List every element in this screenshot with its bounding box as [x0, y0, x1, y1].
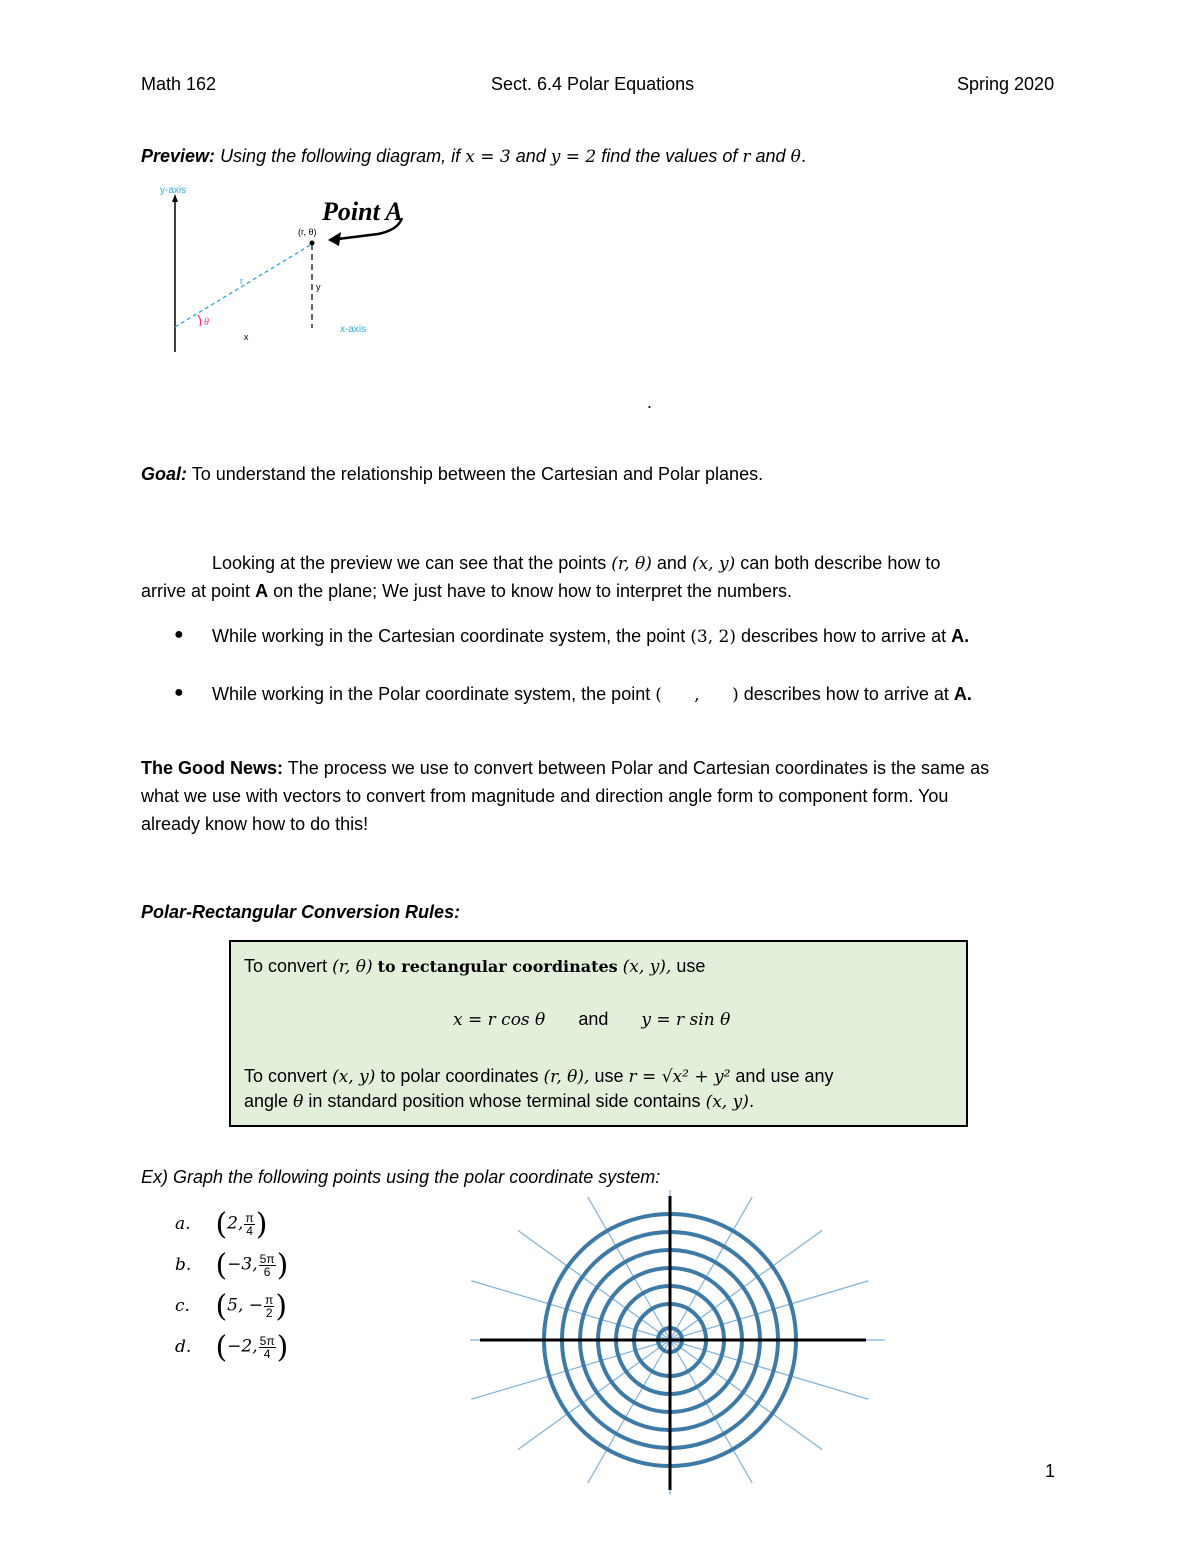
conversion-rules-box	[229, 940, 968, 1127]
paren-left: (	[215, 1289, 228, 1324]
goal-label: Goal:	[141, 464, 188, 484]
example-item-d-letter: d.	[175, 1336, 192, 1357]
diagram-point-label: (r, θ)	[298, 227, 317, 237]
example-item-b-letter: b.	[175, 1254, 192, 1275]
rules-l4-b: in standard position whose terminal side contains	[308, 1091, 701, 1111]
example-item-c-letter: c.	[175, 1295, 190, 1316]
bullet-1-text: While working in the Cartesian coordinate system, the point	[212, 626, 686, 646]
preview-and-1: and	[515, 146, 546, 166]
good-news-label: The Good News:	[141, 758, 284, 778]
polar-ray	[670, 1340, 822, 1449]
intro-and: and	[656, 553, 687, 573]
preview-text-1: Using the following diagram, if	[220, 146, 461, 166]
rules-l3-point-2: (r, θ),	[543, 1067, 590, 1087]
polar-ray	[471, 1340, 670, 1399]
polar-ray	[518, 1340, 670, 1449]
example-item-c-fraction	[264, 1294, 274, 1319]
preview-eq-y: y = 2	[550, 147, 597, 167]
rules-line-1	[244, 952, 705, 981]
bullet-2-marker: ●	[174, 684, 184, 701]
paren-right: )	[255, 1207, 268, 1242]
polar-ray	[518, 1231, 670, 1340]
intro-line-2	[141, 577, 792, 605]
bullet-2-a: A.	[953, 684, 972, 704]
rules-l3-radius-formula: r = √x² + y²	[628, 1067, 731, 1087]
rules-heading: Polar-Rectangular Conversion Rules:	[141, 902, 461, 922]
fraction-denominator: 2	[265, 1306, 273, 1320]
rules-line-4	[244, 1087, 754, 1116]
paren-right: )	[276, 1330, 289, 1365]
diagram-y-label: y	[316, 282, 321, 292]
example-item-d	[175, 1330, 288, 1365]
good-news-line-2: what we use with vectors to convert from magnitude and direction angle form to component form. You	[141, 786, 949, 806]
example-item-a	[175, 1207, 267, 1242]
goal-line	[141, 460, 763, 488]
rules-l1-a: To convert	[244, 956, 328, 976]
stray-dot: .	[647, 392, 653, 412]
polar-ray	[670, 1340, 869, 1399]
bullet-2-point-blank: ( , )	[655, 685, 739, 705]
example-item-a-fraction	[244, 1212, 254, 1237]
preview-eq-x: x = 3	[465, 147, 511, 167]
bullet-2	[212, 680, 972, 709]
paren-left: (	[215, 1330, 228, 1365]
diagram-x-axis-label: x-axis	[340, 324, 367, 335]
bullet-1-point: (3, 2)	[690, 627, 736, 647]
bullet-1-marker: ●	[174, 626, 184, 643]
polar-ray	[471, 1281, 670, 1340]
rules-l3-a: To convert	[244, 1066, 328, 1086]
rules-l1-point: (r, θ)	[332, 957, 373, 977]
example-item-b-first: −3,	[227, 1254, 258, 1275]
rules-l4-theta: θ	[293, 1092, 304, 1112]
paren-left: (	[215, 1207, 228, 1242]
header-section: Sect. 6.4 Polar Equations	[491, 74, 695, 94]
diagram-annotation: Point A	[322, 197, 403, 226]
fraction-denominator: 6	[263, 1265, 271, 1279]
fraction-numerator: π	[245, 1211, 254, 1225]
paren-right: )	[275, 1289, 288, 1324]
bullet-2-text: While working in the Polar coordinate system, the point	[212, 684, 651, 704]
bullet-1-end: describes how to arrive at	[740, 626, 947, 646]
preview-var-theta: θ.	[790, 147, 807, 167]
bullet-1-a: A.	[951, 626, 970, 646]
intro-text-b: can both describe how to	[740, 553, 941, 573]
fraction-numerator: 5π	[259, 1334, 275, 1348]
goal-text: To understand the relationship between the Cartesian and Polar planes.	[191, 464, 764, 484]
intro-text-a: Looking at the preview we can see that the points	[212, 553, 607, 573]
rules-eq-x: x = r cos θ	[453, 1010, 546, 1030]
good-news-text-1: The process we use to convert between Polar and Cartesian coordinates is the same as	[287, 758, 990, 778]
example-item-c-first: 5, −	[227, 1295, 264, 1316]
rules-l3-c: use	[594, 1066, 624, 1086]
intro-point-a: A	[255, 581, 269, 601]
intro-text-c: arrive at point	[141, 581, 251, 601]
rules-l3-end: and use any	[735, 1066, 834, 1086]
rules-l3-b: to polar coordinates	[380, 1066, 539, 1086]
polar-ray	[670, 1231, 822, 1340]
intro-point-cart: (x, y)	[691, 554, 736, 574]
rules-l4-a: angle	[244, 1091, 289, 1111]
example-item-a-first: 2,	[227, 1213, 244, 1234]
example-heading: Ex) Graph the following points using the polar coordinate system:	[141, 1167, 661, 1187]
rules-l1-bold: to rectangular coordinates	[377, 957, 618, 976]
fraction-numerator: 5π	[259, 1252, 275, 1266]
fraction-denominator: 4	[263, 1347, 271, 1361]
page-number: 1	[1045, 1461, 1056, 1481]
example-item-a-letter: a.	[175, 1213, 191, 1234]
example-item-d-fraction	[259, 1335, 276, 1360]
example-item-c	[175, 1289, 287, 1324]
bullet-2-end: describes how to arrive at	[743, 684, 949, 704]
rules-line-2	[453, 1005, 730, 1034]
rules-l1-end: use	[676, 956, 706, 976]
good-news-line-3: already know how to do this!	[141, 814, 369, 834]
paren-left: (	[215, 1248, 228, 1283]
fraction-denominator: 4	[246, 1224, 253, 1238]
rules-l1-point-2: (x, y),	[622, 957, 672, 977]
preview-diagram	[140, 180, 430, 360]
good-news-line-1	[141, 754, 989, 782]
preview-text-2: find the values of	[601, 146, 738, 166]
rules-eq-y: y = r sin θ	[641, 1010, 731, 1030]
intro-text-d: on the plane; We just have to know how to interpret the numbers.	[273, 581, 793, 601]
rules-l4-point: (x, y).	[705, 1092, 755, 1112]
preview-and-2: and	[755, 146, 786, 166]
diagram-x-label: x	[244, 332, 249, 342]
fraction-numerator: π	[265, 1293, 274, 1307]
intro-point-polar: (r, θ)	[611, 554, 652, 574]
diagram-theta-label: θ	[204, 317, 209, 328]
preview-line	[141, 142, 806, 171]
preview-var-r: r	[742, 147, 751, 167]
diagram-y-axis-label: y-axis	[160, 185, 187, 196]
rules-l3-point: (x, y)	[332, 1067, 376, 1087]
header-term: Spring 2020	[957, 74, 1055, 94]
intro-line-1	[212, 549, 940, 578]
example-item-b-fraction	[259, 1253, 276, 1278]
preview-label: Preview:	[141, 146, 216, 166]
example-item-b	[175, 1248, 288, 1283]
diagram-theta-arc	[198, 315, 201, 326]
header-course: Math 162	[141, 74, 217, 94]
paren-right: )	[276, 1248, 289, 1283]
diagram-r-segment	[175, 244, 312, 327]
polar-ray	[670, 1281, 869, 1340]
bullet-1	[212, 622, 969, 651]
diagram-point-a	[310, 241, 315, 246]
rules-eq-and: and	[578, 1009, 609, 1029]
polar-coordinate-grid	[470, 1190, 890, 1500]
example-item-d-first: −2,	[227, 1336, 258, 1357]
diagram-annotation-arrowhead	[328, 232, 341, 246]
diagram-r-label: r	[240, 276, 243, 286]
